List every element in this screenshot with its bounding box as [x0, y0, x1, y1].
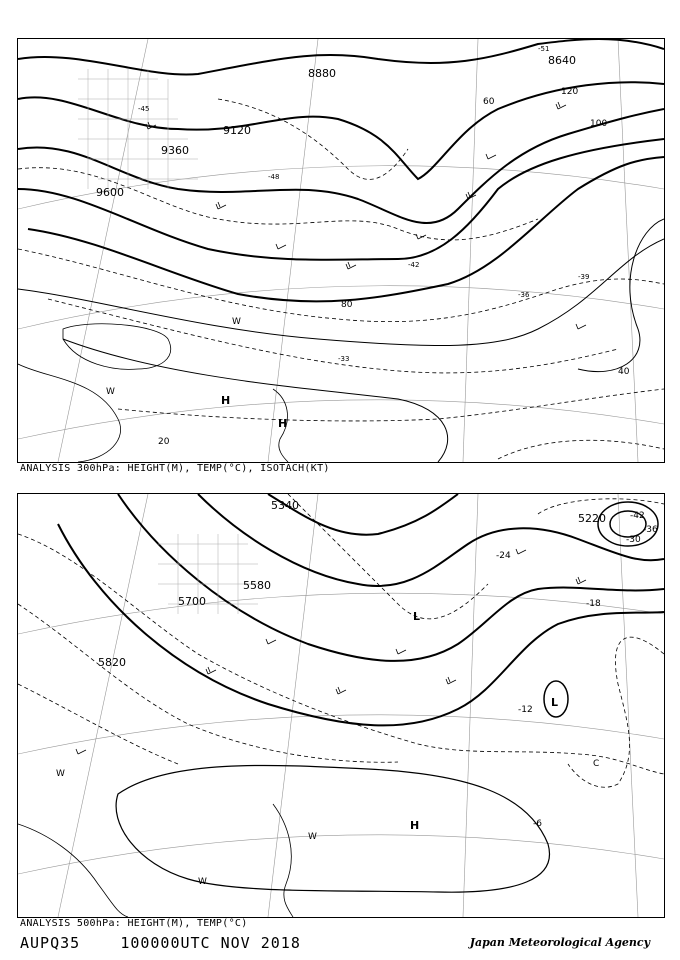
isotach-label: 80 — [341, 300, 353, 310]
panel-caption-500hpa: ANALYSIS 500hPa: HEIGHT(M), TEMP(°C) — [20, 918, 248, 929]
height-label: 5220 — [578, 512, 606, 525]
hatch — [158, 534, 258, 614]
temp-label: -6 — [533, 819, 542, 829]
isotach-label: 120 — [561, 87, 579, 97]
coastline — [18, 324, 288, 462]
height-contours — [58, 494, 664, 725]
height-label: 5340 — [271, 499, 299, 512]
temp-label: -30 — [626, 535, 641, 545]
high-pressure-symbol: H — [278, 417, 288, 430]
map-500hpa-canvas — [18, 494, 664, 917]
temp-label: -36 — [643, 525, 658, 535]
isotach-label: 100 — [590, 119, 608, 129]
temp-label: -39 — [578, 273, 590, 281]
isotachs — [18, 219, 664, 462]
warm-symbol: W — [232, 317, 241, 327]
height-label: 8880 — [308, 67, 336, 80]
panel-caption-300hpa: ANALYSIS 300hPa: HEIGHT(M), TEMP(°C), ISOTACH(KT) — [20, 463, 330, 474]
height-label: 5700 — [178, 595, 206, 608]
valid-time: 100000UTC NOV 2018 — [120, 934, 301, 952]
warm-symbol: W — [106, 387, 115, 397]
temp-label: -12 — [518, 705, 533, 715]
warm-symbol: W — [198, 877, 207, 887]
height-label: 9600 — [96, 186, 124, 199]
height-label: 9360 — [161, 144, 189, 157]
low-pressure-symbol: L — [413, 610, 421, 623]
chart-code: AUPQ35 — [20, 934, 81, 952]
temp-label: -18 — [586, 599, 601, 609]
temp-label: -45 — [138, 105, 150, 113]
cold-symbol: C — [593, 759, 600, 769]
height-contours — [18, 39, 664, 301]
low-pressure-symbol: L — [551, 696, 559, 709]
chart-id-and-time — [20, 934, 301, 952]
height-label: 5580 — [243, 579, 271, 592]
high-contour — [116, 765, 549, 892]
isotach-label: 20 — [158, 437, 170, 447]
high-pressure-symbol: H — [221, 394, 231, 407]
isotherms — [18, 494, 664, 787]
warm-symbol: W — [56, 769, 65, 779]
height-label: 9120 — [223, 124, 251, 137]
temp-label: -48 — [268, 173, 280, 181]
temp-label: -42 — [408, 261, 420, 269]
coastline — [18, 804, 293, 917]
map-panel-300hpa — [17, 38, 665, 463]
warm-symbol: W — [308, 832, 317, 842]
isotach-label: 60 — [483, 97, 495, 107]
isotherms — [18, 99, 664, 459]
height-label: 8640 — [548, 54, 576, 67]
agency-credit: Japan Meteorological Agency — [469, 936, 650, 949]
temp-label: -51 — [538, 45, 550, 53]
temp-label: -42 — [630, 511, 645, 521]
isotach-label: 40 — [618, 367, 630, 377]
height-label: 5820 — [98, 656, 126, 669]
map-panel-500hpa — [17, 493, 665, 918]
temp-label: -24 — [496, 551, 511, 561]
temp-label: -36 — [518, 291, 530, 299]
high-pressure-symbol: H — [410, 819, 420, 832]
temp-label: -33 — [338, 355, 350, 363]
map-300hpa-canvas — [18, 39, 664, 462]
